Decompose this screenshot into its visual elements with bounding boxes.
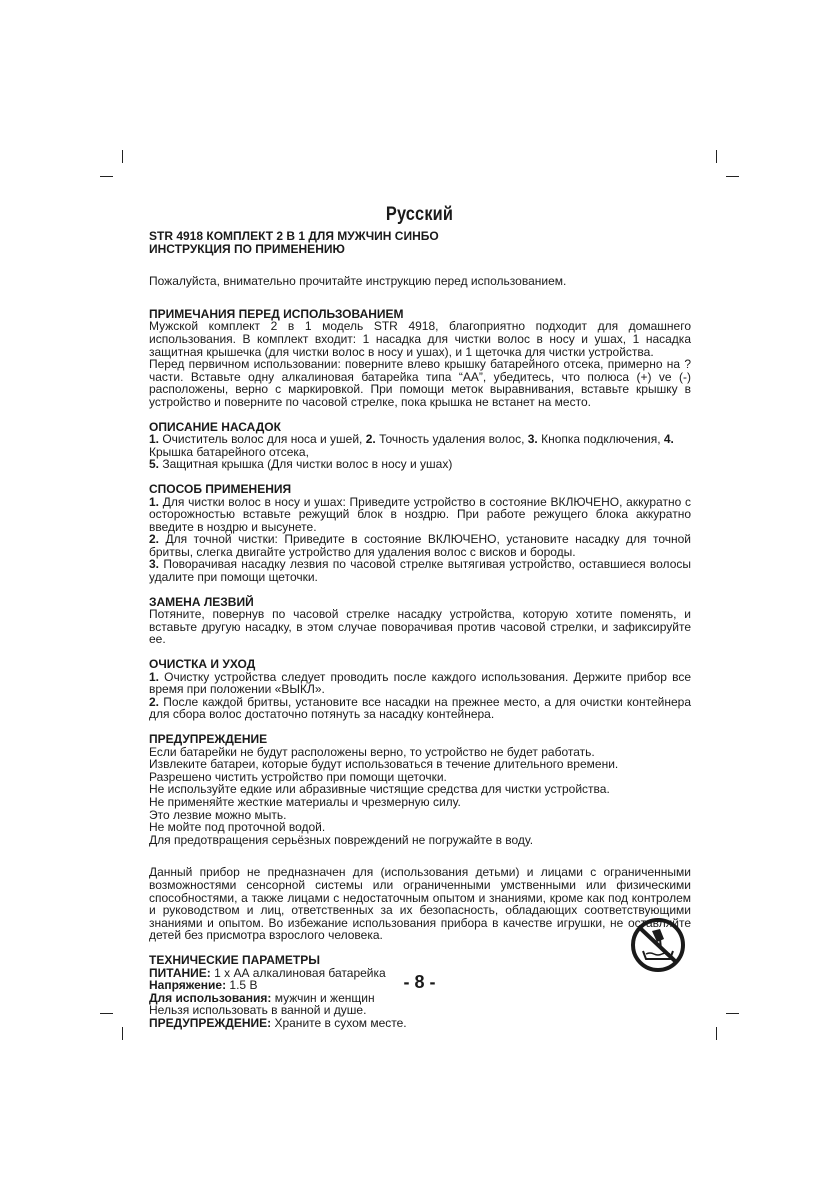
disclaimer-text: Данный прибор не предназначен для (использования детьми) и лицами с ограниченными возможностями сенсорной системы или ограниченными умственными или физическими способностями, а также лицами с недостаточным опытом и знаниями, кроме как под контролем и руководством и лиц, ответственных за их безопасность, обладающих соответствующими знаниями и опытом. Во избежание использования прибора в качестве игрушки, не оставляйте детей без присмотра взрослого человека. — [149, 865, 691, 943]
description-heading: ОПИСАНИЕ НАСАДОК — [149, 419, 281, 434]
description-line: 5. Защитная крышка (Для чистки волос в носу и ушах) — [149, 457, 453, 472]
warning-line: Не используйте едкие или абразивные чистящие средства для чистки устройства. — [149, 782, 610, 797]
specs-heading: ТЕХНИЧЕСКИЕ ПАРАМЕТРЫ — [149, 952, 321, 967]
crop-mark — [716, 1027, 717, 1040]
crop-mark — [100, 176, 113, 177]
spec-power: ПИТАНИЕ: 1 х АА алкалиновая батарейка — [149, 965, 386, 980]
warning-line: Извлеките батареи, которые будут использоваться в течение длительного времени. — [149, 757, 619, 772]
care-heading: ОЧИСТКА И УХОД — [149, 657, 256, 672]
crop-mark — [100, 1013, 113, 1014]
blades-text: Потяните, повернув по часовой стрелке насадку устройства, которую хотите поменять, и вставьте другую насадку, в этом случае поворачивая против часовой стрелки, и зафиксируйте ее. — [149, 607, 691, 647]
product-heading: STR 4918 КОМПЛЕКТ 2 В 1 ДЛЯ МУЖЧИН СИНБО — [149, 229, 439, 243]
care-item: 2. После каждой бритвы, установите все насадки на прежнее место, а для очистки контейнера для сбора волос достаточно потянуть за насадку контейнера. — [149, 694, 691, 722]
page-number: - 8 - — [403, 972, 436, 992]
instruction-heading: ИНСТРУКЦИЯ ПО ПРИМЕНЕНИЮ — [149, 241, 345, 256]
warning-line: Для предотвращения серьёзных повреждений не погружайте в воду. — [149, 832, 534, 847]
warning-line: Не применяйте жесткие материалы и чрезмерную силу. — [149, 794, 461, 809]
warning-line: Если батарейки не будут расположены верно, то устройство не будет работать. — [149, 744, 595, 759]
notes-paragraph: Мужской комплект 2 в 1 модель STR 4918, благоприятно подходит для домашнего использования. В комплект входит: 1 насадка для чистки волос в носу и ушах, 1 насадка защитная крышечка (для чистки волос в носу и ушах), и 1 щеточка для чистки устройства. — [149, 319, 691, 359]
crop-mark — [716, 150, 717, 163]
crop-mark — [122, 1027, 123, 1040]
warning-heading: ПРЕДУПРЕЖДЕНИЕ — [149, 732, 268, 746]
blades-heading: ЗАМЕНА ЛЕЗВИЙ — [149, 594, 254, 609]
spec-usage: Для использования: мужчин и женщин — [149, 990, 375, 1005]
crop-mark — [726, 1013, 739, 1014]
document-body — [149, 230, 691, 1029]
spec-voltage: Напряжение: 1.5 В — [149, 978, 258, 993]
warning-line: Не мойте под проточной водой. — [149, 820, 326, 835]
no-water-immersion-icon — [630, 917, 686, 973]
usage-heading: СПОСОБ ПРИМЕНЕНИЯ — [149, 481, 292, 496]
notes-paragraph: Перед первичном использовании: поверните влево крышку батарейного отсека, примерно на ? части. Вставьте одну алкалиновая батарейка типа “АА”, убедитесь, что полюса (+) ve (-) расположены, верно с маркировкой. При помощи меток выравнивания, вставьте крышку в устройство и поверните по часовой стрелке, пока крышка не встанет на место. — [149, 357, 691, 409]
usage-item: 1. Для чистки волос в носу и ушах: Приведите устройство в состояние ВКЛЮЧЕНО, аккуратно с осторожностью вставьте режущий блок в ноздрю. При работе режущего блока аккуратно введите в ноздрю и высунете. — [149, 494, 691, 534]
usage-item: 3. Поворачивая насадку лезвия по часовой стрелке вытягивая устройство, оставшиеся волосы удалите при помощи щеточки. — [149, 557, 691, 585]
spec-warning: ПРЕДУПРЕЖДЕНИЕ: Храните в сухом месте. — [149, 1015, 407, 1030]
warning-line: Это лезвие можно мыть. — [149, 807, 287, 822]
spec-bath-note: Нельзя использовать в ванной и душе. — [149, 1003, 367, 1018]
crop-mark — [122, 150, 123, 163]
page-title: Русский — [385, 204, 454, 225]
notes-heading: ПРИМЕЧАНИЯ ПЕРЕД ИСПОЛЬЗОВАНИЕМ — [149, 306, 404, 321]
warning-line: Разрешено чистить устройство при помощи щеточки. — [149, 769, 447, 784]
description-line: 1. Очиститель волос для носа и ушей, 2. Точность удаления волос, 3. Кнопка подключения, 4. Крышка батарейного отсека, — [149, 432, 674, 459]
usage-item: 2. Для точной чистки: Приведите в состояние ВКЛЮЧЕНО, установите насадку для точной бритвы, слегка двигайте устройство для удаления волос с висков и бороды. — [149, 532, 691, 559]
intro-text: Пожалуйста, внимательно прочитайте инструкцию перед использованием. — [149, 274, 567, 289]
crop-mark — [726, 176, 739, 177]
care-item: 1. Очистку устройства следует проводить после каждого использования. Держите прибор все время при положении «ВЫКЛ». — [149, 669, 691, 697]
